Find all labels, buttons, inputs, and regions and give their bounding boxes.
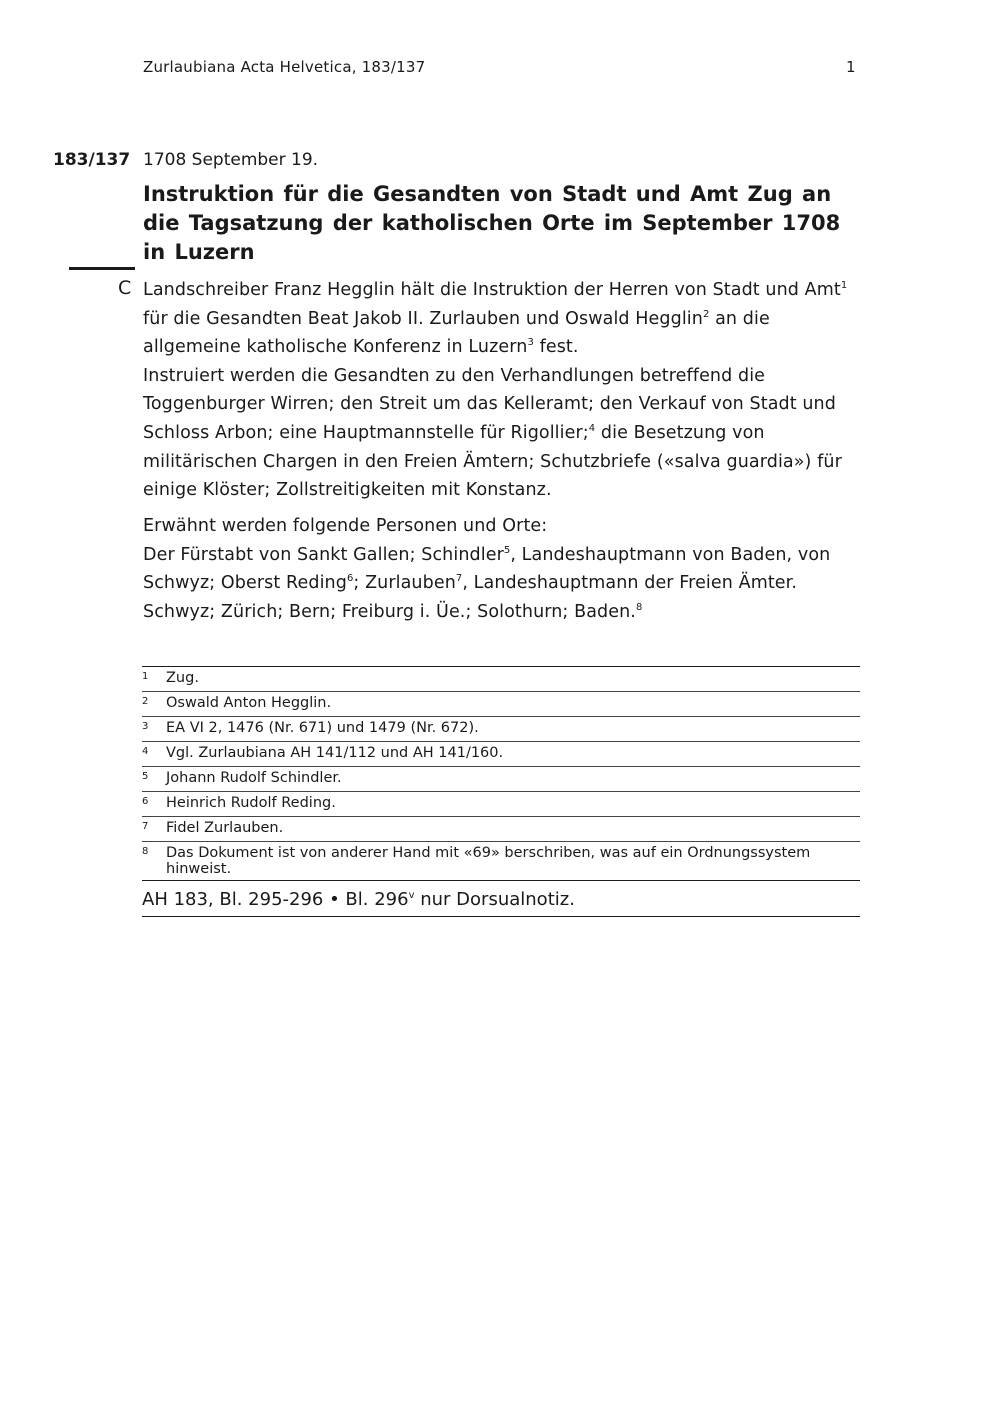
footnote-ref[interactable]: 6 xyxy=(346,573,354,585)
mentions-text: , Landeshauptmann der Freien Ämter. Schwyz; Zürich; Bern; Freiburg i. Üe.; Solothurn; Baden. xyxy=(143,573,798,622)
footnote-number: 5 xyxy=(142,771,149,782)
regest-paragraph-1 xyxy=(143,276,865,362)
copy-marker: C xyxy=(118,277,132,299)
mentions-text: Der Fürstabt von Sankt Gallen; Schindler xyxy=(143,544,504,565)
regest-text: Landschreiber Franz Hegglin hält die Instruktion der Herren von Stadt und Amt xyxy=(143,280,841,300)
margin-rule xyxy=(69,267,135,270)
mentions-text: ; Zurlauben xyxy=(353,573,456,594)
footnote-ref[interactable]: 7 xyxy=(455,573,463,585)
regest-paragraph-2 xyxy=(143,362,865,505)
footnote-item xyxy=(142,842,860,881)
footnote-item xyxy=(142,767,860,792)
footnote-item xyxy=(142,667,860,692)
footnote-number: 1 xyxy=(142,671,149,682)
footnotes xyxy=(142,666,860,881)
footnote-number: 2 xyxy=(142,696,149,707)
footnote-number: 3 xyxy=(142,721,149,732)
footnote-text: Vgl. Zurlaubiana AH 141/112 und AH 141/160. xyxy=(166,745,504,761)
regest-text: an die allgemeine katholische Konferenz in Luzern xyxy=(143,308,770,358)
document-number: 183/137 xyxy=(53,150,131,170)
regest xyxy=(143,276,865,505)
footnote-ref[interactable]: 8 xyxy=(635,601,643,613)
mentions-list xyxy=(143,541,865,627)
regest-text: Instruiert werden die Gesandten zu den Verhandlungen betreffend die Toggenburger Wirren; den Streit um das Kelleramt; den Verkauf von Stadt und Schloss Arbon; eine Hauptmannstelle für Rigollier; xyxy=(143,365,836,443)
source-reference xyxy=(142,886,860,917)
footnote-text: Das Dokument ist von anderer Hand mit «69» berschriben, was auf ein Ordnungssystem hinweist. xyxy=(166,845,811,877)
source-note: nur Dorsualnotiz. xyxy=(414,889,575,910)
footnote-number: 7 xyxy=(142,821,149,832)
footnote-item xyxy=(142,717,860,742)
regest-text: für die Gesandten Beat Jakob II. Zurlauben und Oswald Hegglin xyxy=(143,308,703,329)
source-verso-mark: v xyxy=(408,890,415,901)
footnote-ref[interactable]: 1 xyxy=(840,280,848,291)
mentions-text: , Landeshauptmann von Baden, von Schwyz; Oberst Reding xyxy=(143,544,831,594)
footnote-number: 6 xyxy=(142,796,149,807)
source-text: AH 183, Bl. 295-296 • Bl. 296 xyxy=(142,889,409,910)
regest-text: fest. xyxy=(533,337,579,358)
footnote-number: 8 xyxy=(142,846,149,857)
running-title: Zurlaubiana Acta Helvetica, 183/137 xyxy=(143,58,426,76)
document-title: Instruktion für die Gesandten von Stadt und Amt Zug an die Tagsatzung der katholischen Orte im September 1708 in Luzern xyxy=(143,182,841,264)
mentions xyxy=(143,512,865,626)
footnote-text: EA VI 2, 1476 (Nr. 671) und 1479 (Nr. 672). xyxy=(166,720,479,736)
footnote-text: Zug. xyxy=(166,670,199,686)
footnote-item xyxy=(142,692,860,717)
footnote-ref[interactable]: 4 xyxy=(588,422,596,434)
footnote-item xyxy=(142,792,860,817)
footnote-number: 4 xyxy=(142,746,149,757)
footnote-text: Johann Rudolf Schindler. xyxy=(166,770,342,786)
footnote-ref[interactable]: 2 xyxy=(702,308,710,320)
footnote-text: Fidel Zurlauben. xyxy=(166,820,284,836)
regest-text: die Besetzung von militärischen Chargen in den Freien Ämtern; Schutzbriefe («salva guardia») für einige Klöster; Zollstreitigkeiten mit Konstanz. xyxy=(143,422,842,501)
footnote-item xyxy=(142,742,860,767)
footnote-text: Oswald Anton Hegglin. xyxy=(166,695,332,711)
footnote-text: Heinrich Rudolf Reding. xyxy=(166,795,336,811)
page-number: 1 xyxy=(846,58,856,76)
footnote-ref[interactable]: 5 xyxy=(503,544,511,556)
mentions-heading: Erwähnt werden folgende Personen und Orte: xyxy=(143,516,548,536)
document-date: 1708 September 19. xyxy=(143,150,319,170)
footnote-item xyxy=(142,817,860,842)
footnote-ref[interactable]: 3 xyxy=(527,337,534,349)
